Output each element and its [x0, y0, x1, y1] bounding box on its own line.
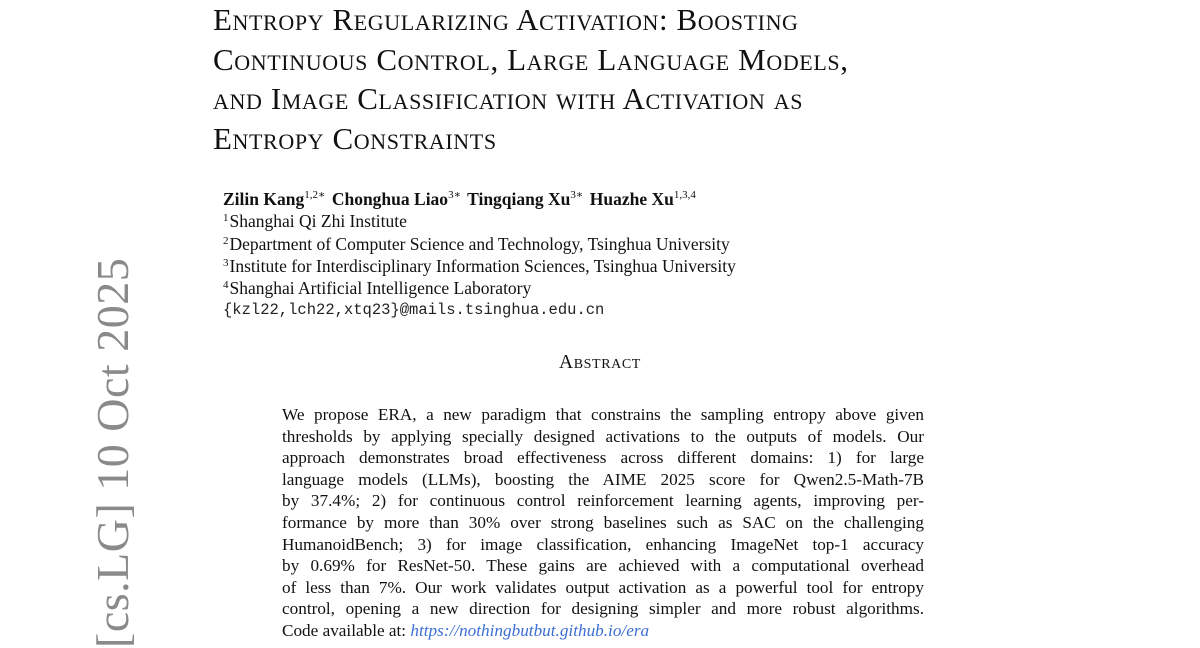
abstract-line: of less than 7%. Our work validates output activation as a powerful tool for entropy: [282, 577, 924, 597]
author-name: Huazhe Xu: [589, 189, 674, 209]
abstract-line: We propose ERA, a new paradigm that constrains the sampling entropy above given: [282, 405, 924, 424]
affiliation-text: Institute for Interdisciplinary Information Sciences, Tsinghua University: [229, 255, 736, 276]
affiliation-mark: 3: [223, 256, 229, 269]
arxiv-side-stamp: [2, 0, 138, 648]
author-list: [223, 188, 923, 210]
author-marks: 1,2∗: [304, 189, 326, 201]
affiliation-mark: 2: [223, 234, 229, 247]
title-line: Entropy Constraints: [213, 120, 497, 156]
title-line: and Image Classification with Activation as: [213, 81, 804, 116]
author: [467, 189, 583, 209]
paper-title: [213, 0, 1013, 158]
abstract-line: thresholds by applying specially designed activations to the outputs of models. Our: [282, 426, 924, 446]
code-availability-line: [282, 620, 924, 642]
abstract-line: formance by more than 30% over strong baselines such as SAC on the challenging: [282, 512, 924, 532]
affiliation-text: Department of Computer Science and Technology, Tsinghua University: [229, 233, 730, 254]
abstract-line: control, opening a new direction for designing simpler and more robust algorithms.: [282, 599, 924, 619]
abstract-heading: Abstract: [559, 352, 641, 373]
title-line: Entropy Regularizing Activation: Boosting: [213, 2, 799, 37]
arxiv-stamp-text: [cs.LG] 10 Oct 2025: [87, 257, 138, 648]
affiliation: [223, 277, 923, 299]
author-marks: 1,3,4: [673, 189, 696, 201]
affiliation-mark: 4: [223, 279, 229, 292]
author-name: Tingqiang Xu: [467, 189, 571, 209]
authors-block: [223, 188, 923, 321]
author-name: Chonghua Liao: [331, 189, 449, 209]
author-emails: {kzl22,lch22,xtq23}@mails.tsinghua.edu.cn: [223, 301, 605, 320]
abstract-line: by 0.69% for ResNet-50. These gains are achieved with a computational overhead: [282, 556, 924, 576]
affiliation: [223, 233, 923, 255]
affiliation-text: Shanghai Artificial Intelligence Laboratory: [229, 278, 532, 299]
abstract-line: approach demonstrates broad effectiveness across different domains: 1) for large: [282, 448, 924, 468]
author: [590, 189, 696, 209]
code-link[interactable]: https://nothingbutbut.github.io/era: [410, 620, 650, 640]
abstract-line: by 37.4%; 2) for continuous control reinforcement learning agents, improving per-: [282, 491, 924, 511]
abstract-line: language models (LLMs), boosting the AIME 2025 score for Qwen2.5-Math-7B: [282, 469, 924, 489]
code-label: Code available at:: [282, 620, 407, 640]
affiliation: [223, 210, 923, 232]
affiliation-mark: 1: [223, 212, 229, 225]
author: [223, 189, 325, 209]
affiliation: [223, 255, 923, 277]
affiliation-text: Shanghai Qi Zhi Institute: [229, 211, 407, 232]
abstract-line: HumanoidBench; 3) for image classification, enhancing ImageNet top-1 accuracy: [282, 534, 924, 554]
abstract-body: [282, 404, 924, 642]
author-marks: 3∗: [570, 189, 584, 201]
author-marks: 3∗: [448, 189, 462, 201]
title-line: Continuous Control, Large Language Models,: [213, 41, 849, 77]
author: [332, 189, 461, 209]
author-name: Zilin Kang: [223, 189, 305, 209]
